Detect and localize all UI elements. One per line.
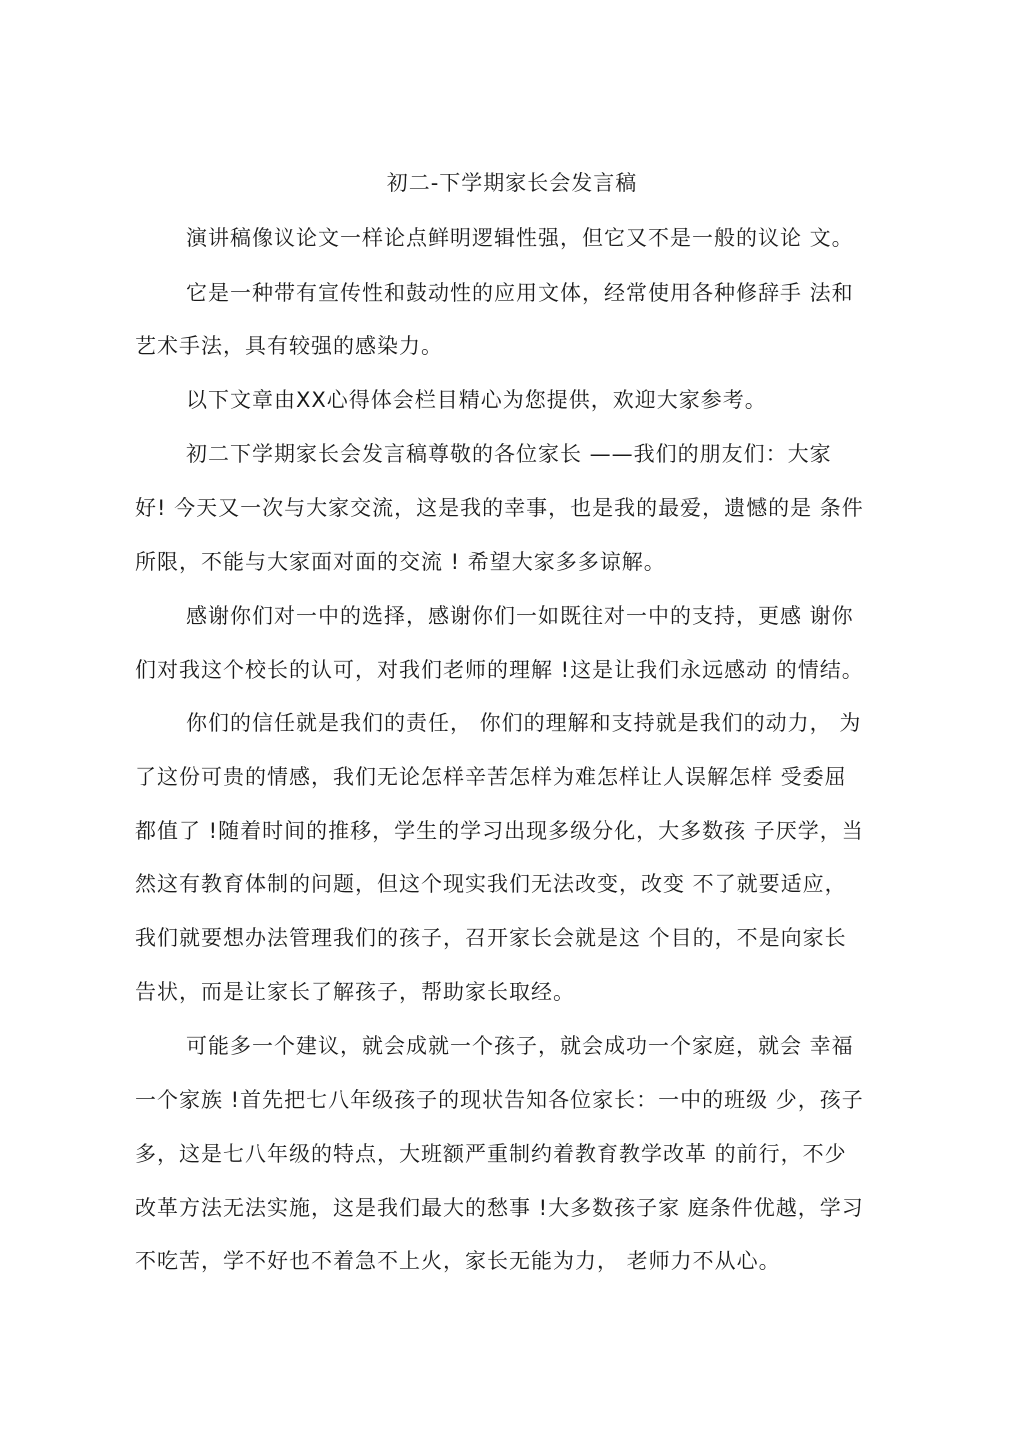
text-line: 改革方法无法实施，这是我们最大的愁事 !大多数孩子家 庭条件优越，学习 xyxy=(135,1196,864,1220)
text-line: 好! 今天又一次与大家交流，这是我的幸事，也是我的最爱，遗憾的是 条件 xyxy=(135,496,864,520)
text-line: 然这有教育体制的问题，但这个现实我们无法改变，改变 不了就要适应， xyxy=(135,872,847,896)
text-line: 多，这是七八年级的特点，大班额严重制约着教育教学改革 的前行，不少 xyxy=(135,1142,847,1166)
text-line: 它是一种带有宣传性和鼓动性的应用文体，经常使用各种修辞手 法和 xyxy=(186,281,854,305)
text-line: 你们的信任就是我们的责任， 你们的理解和支持就是我们的动力， 为 xyxy=(186,711,862,735)
text-line: 演讲稿像议论文一样论点鲜明逻辑性强，但它又不是一般的议论 文。 xyxy=(186,226,854,250)
text-line: 告状，而是让家长了解孩子，帮助家长取经。 xyxy=(135,980,575,1004)
text-line: 一个家族 !首先把七八年级孩子的现状告知各位家长：一中的班级 少，孩子 xyxy=(135,1088,864,1112)
text-line: 感谢你们对一中的选择，感谢你们一如既往对一中的支持，更感 谢你 xyxy=(186,604,854,628)
document-title: 初二-下学期家长会发言稿 xyxy=(386,171,638,195)
text-line: 以下文章由XX心得体会栏目精心为您提供，欢迎大家参考。 xyxy=(186,388,767,412)
text-line: 们对我这个校长的认可，对我们老师的理解 !这是让我们永远感动 的情结。 xyxy=(135,658,864,682)
text-line: 了这份可贵的情感，我们无论怎样辛苦怎样为难怎样让人误解怎样 受委屈 xyxy=(135,765,847,789)
text-line: 不吃苦，学不好也不着急不上火，家长无能为力， 老师力不从心。 xyxy=(135,1249,781,1273)
text-line: 可能多一个建议，就会成就一个孩子，就会成功一个家庭，就会 幸福 xyxy=(186,1034,854,1058)
text-line: 都值了 !随着时间的推移，学生的学习出现多级分化，大多数孩 子厌学，当 xyxy=(135,819,864,843)
text-line: 我们就要想办法管理我们的孩子，召开家长会就是这 个目的，不是向家长 xyxy=(135,926,847,950)
text-line: 初二下学期家长会发言稿尊敬的各位家长 ——我们的朋友们：大家 xyxy=(186,442,832,466)
text-line: 所限，不能与大家面对面的交流 ! 希望大家多多谅解。 xyxy=(135,550,666,574)
text-line: 艺术手法，具有较强的感染力。 xyxy=(135,334,443,358)
